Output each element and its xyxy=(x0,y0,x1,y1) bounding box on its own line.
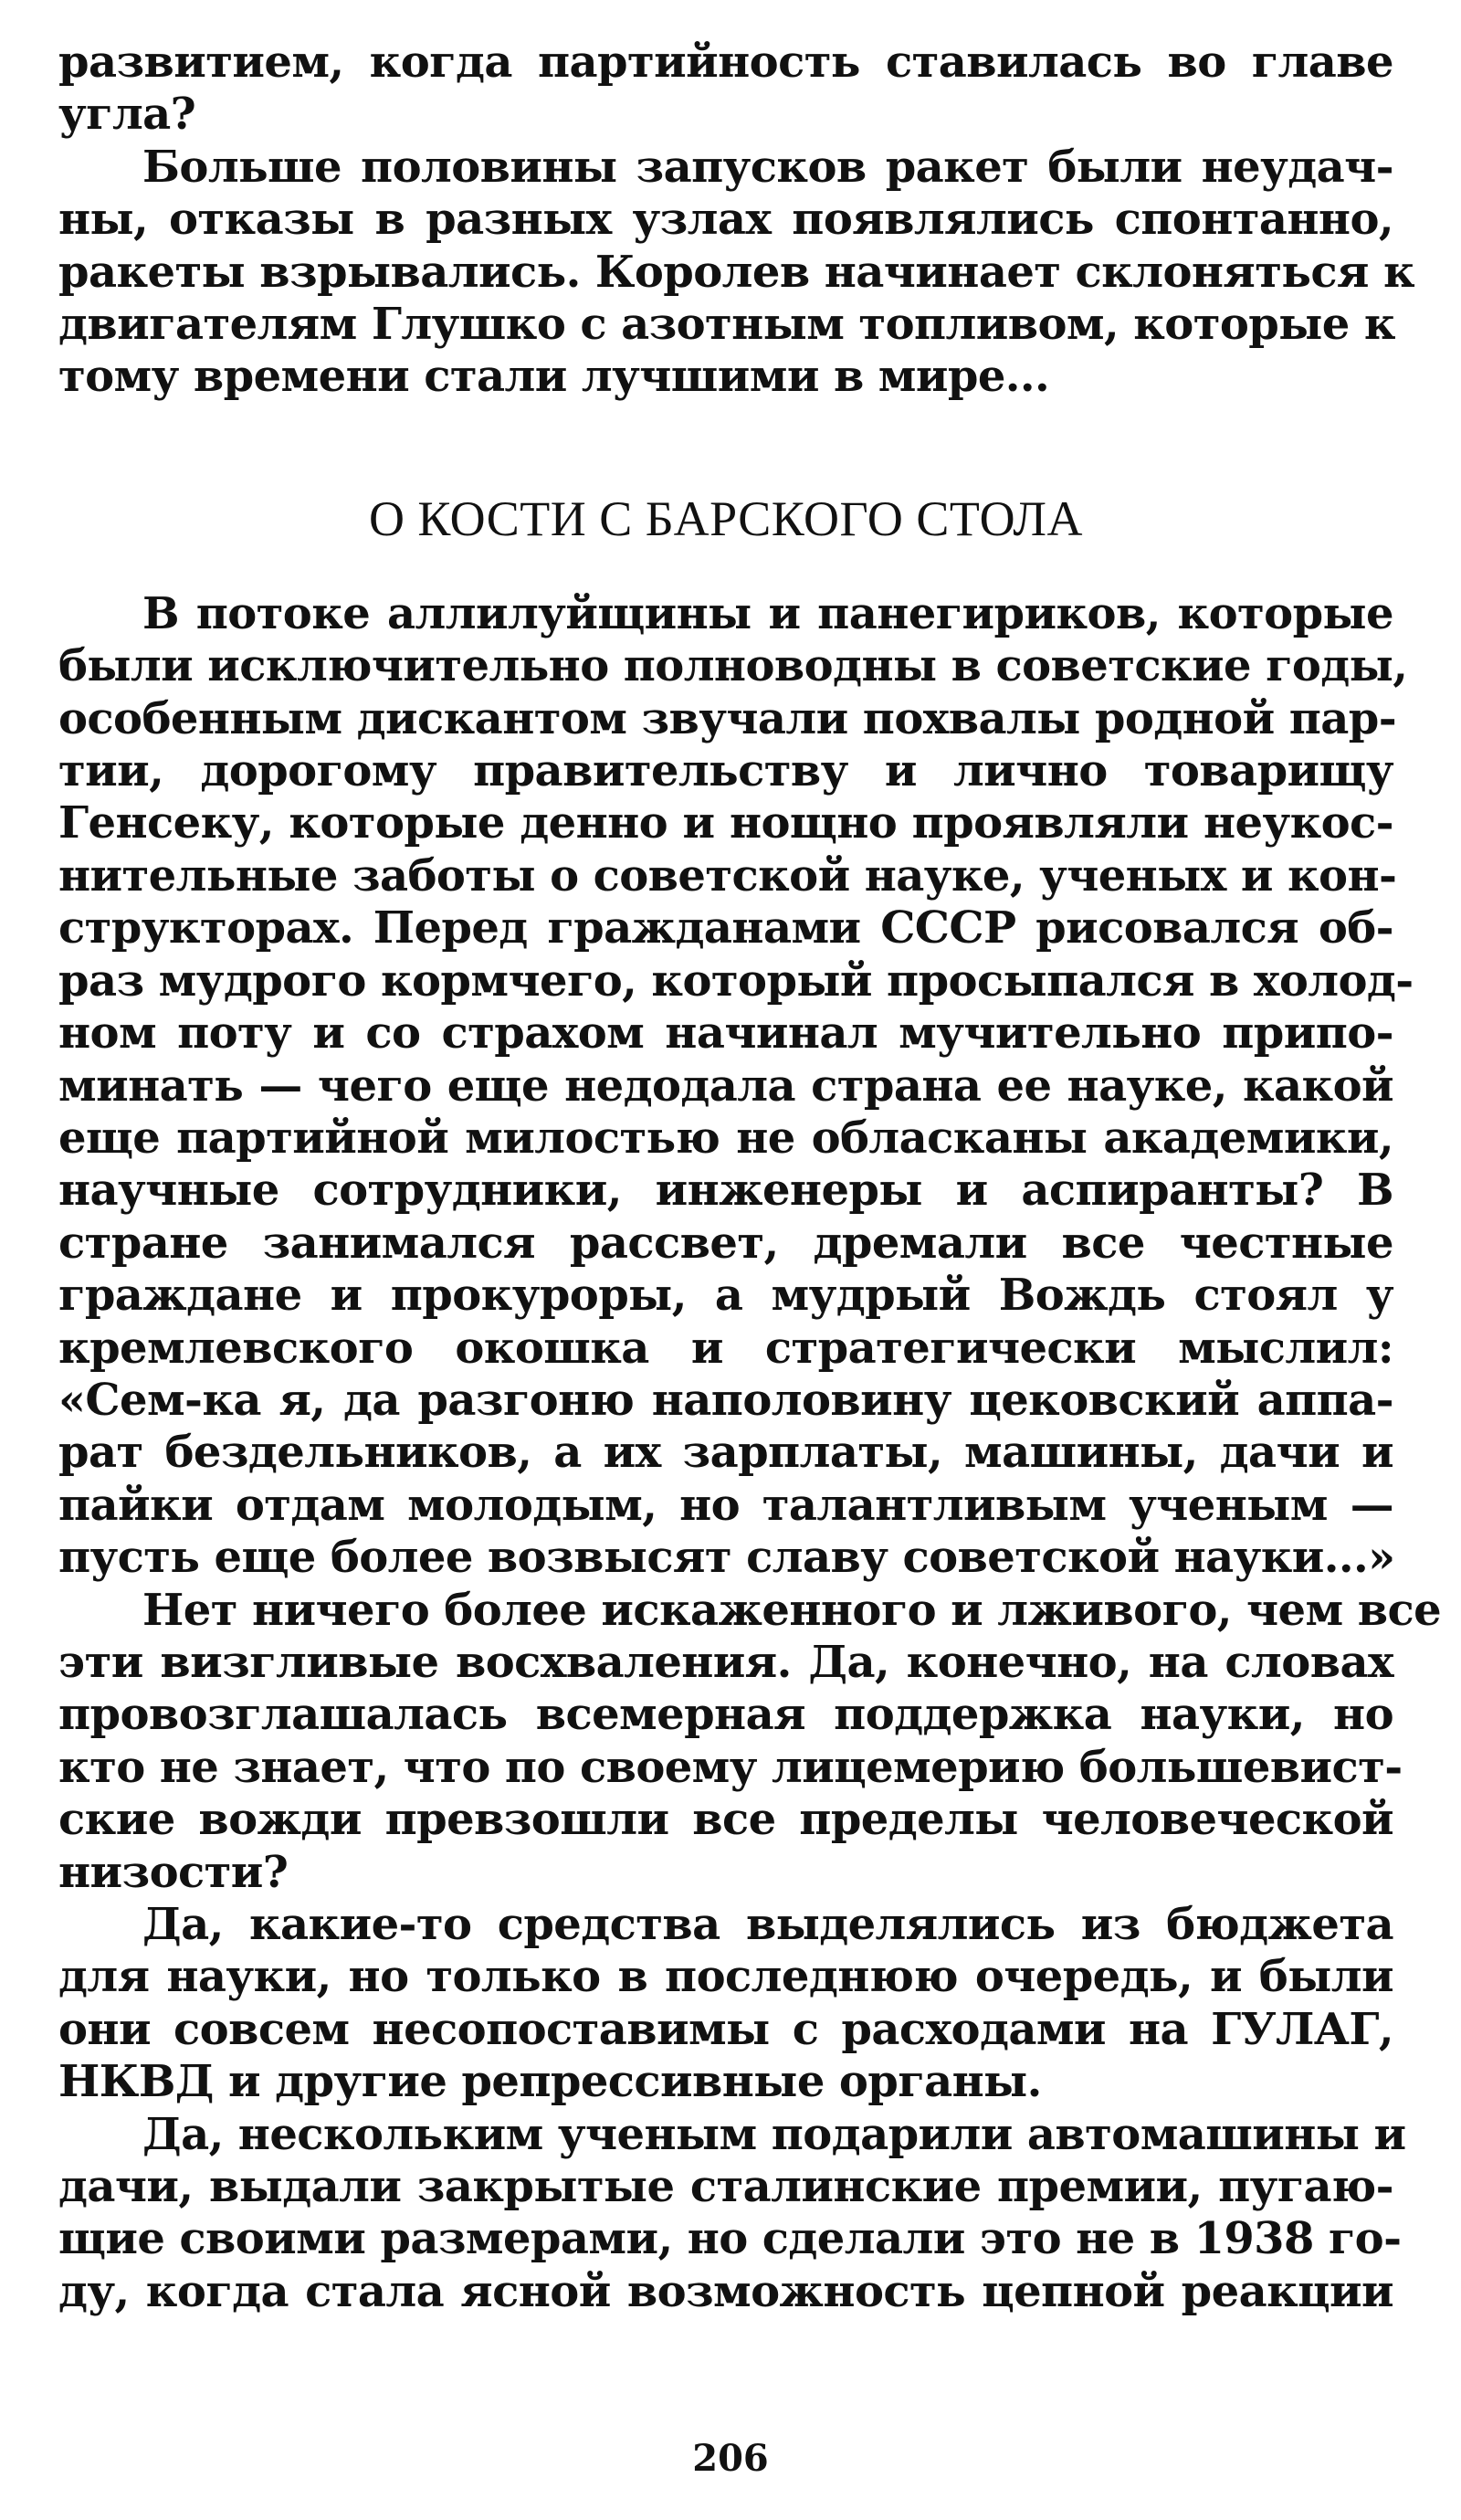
text-line: еще партийной милостью не обласканы академики, xyxy=(58,1112,1393,1164)
text-line: рат бездельников, а их зарплаты, машины, дачи и xyxy=(58,1427,1393,1479)
text-line: тому времени стали лучшими в мире... xyxy=(58,351,1050,403)
text-line: ские вожди превзошли все пределы человеческой xyxy=(58,1794,1393,1846)
text-line: Нет ничего более искаженного и лживого, чем все xyxy=(142,1584,1442,1636)
text-line: Больше половины запусков ракет были неудач- xyxy=(142,141,1393,193)
page-number: 206 xyxy=(692,2437,769,2480)
text-line: пайки отдам молодым, но талантливым ученым — xyxy=(58,1479,1393,1531)
text-line: Да, какие-то средства выделялись из бюджета xyxy=(142,1899,1393,1950)
section-title: О КОСТИ С БАРСКОГО СТОЛА xyxy=(368,490,1084,546)
text-line: они совсем несопоставимы с расходами на ГУЛАГ, xyxy=(58,2003,1393,2055)
text-line: кремлевского окошка и стратегически мыслил: xyxy=(58,1322,1393,1374)
text-line: двигателям Глушко с азотным топливом, которые к xyxy=(58,299,1395,351)
text-line: научные сотрудники, инженеры и аспиранты? В xyxy=(58,1165,1393,1217)
text-line: низости? xyxy=(58,1846,289,1898)
intro-text xyxy=(58,37,1415,404)
text-line: ны, отказы в разных узлах появлялись спонтанно, xyxy=(58,194,1393,246)
text-line: провозглашалась всемерная поддержка науки, но xyxy=(58,1689,1393,1741)
text-line: дачи, выдали закрытые сталинские премии, пугаю- xyxy=(58,2161,1393,2213)
text-line: НКВД и другие репрессивные органы. xyxy=(58,2056,1042,2108)
text-line: щие своими размерами, но сделали это не в 1938 го- xyxy=(58,2213,1402,2265)
text-line: В потоке аллилуйщины и панегириков, которые xyxy=(142,587,1393,639)
text-line: были исключительно полноводны в советские годы, xyxy=(58,640,1408,692)
text-line: пусть еще более возвысят славу советской науки...» xyxy=(58,1532,1395,1584)
text-line: раз мудрого кормчего, который просыпался в холод- xyxy=(58,954,1414,1007)
text-line: эти визгливые восхваления. Да, конечно, на словах xyxy=(58,1636,1393,1688)
text-line: ном поту и со страхом начинал мучительно припо- xyxy=(58,1007,1393,1060)
text-line: для науки, но только в последнюю очередь, и были xyxy=(58,1951,1393,2003)
text-line: Да, нескольким ученым подарили автомашины и xyxy=(142,2108,1406,2160)
paragraph-3 xyxy=(58,1899,1393,2109)
text-line: угла? xyxy=(58,89,196,141)
text-line: ду, когда стала ясной возможность цепной реакции xyxy=(58,2265,1393,2317)
paragraph-4 xyxy=(58,2108,1406,2319)
text-line: «Сем-ка я, да разгоню наполовину цековский аппа- xyxy=(58,1374,1393,1426)
text-line: ракеты взрывались. Королев начинает склоняться к xyxy=(58,246,1415,298)
text-line: развитием, когда партийность ставилась во главе xyxy=(58,37,1393,88)
text-line: тии, дорогому правительству и лично товарищу xyxy=(58,745,1393,797)
paragraph-1 xyxy=(58,587,1414,1585)
text-line: Генсеку, которые денно и нощно проявляли неукос- xyxy=(58,797,1393,849)
text-line: граждане и прокуроры, а мудрый Вождь стоял у xyxy=(58,1270,1393,1322)
text-line: структорах. Перед гражданами СССР рисовался об- xyxy=(58,902,1393,954)
book-page xyxy=(58,37,1442,2318)
text-line: кто не знает, что по своему лицемерию большевист- xyxy=(58,1741,1403,1793)
text-line: нительные заботы о советской науке, ученых и кон- xyxy=(58,849,1397,902)
paragraph-2 xyxy=(58,1584,1442,1899)
text-line: стране занимался рассвет, дремали все честные xyxy=(58,1217,1393,1269)
text-line: минать — чего еще недодала страна ее науке, какой xyxy=(58,1060,1393,1112)
text-line: особенным дискантом звучали похвалы родной пар- xyxy=(58,692,1397,744)
